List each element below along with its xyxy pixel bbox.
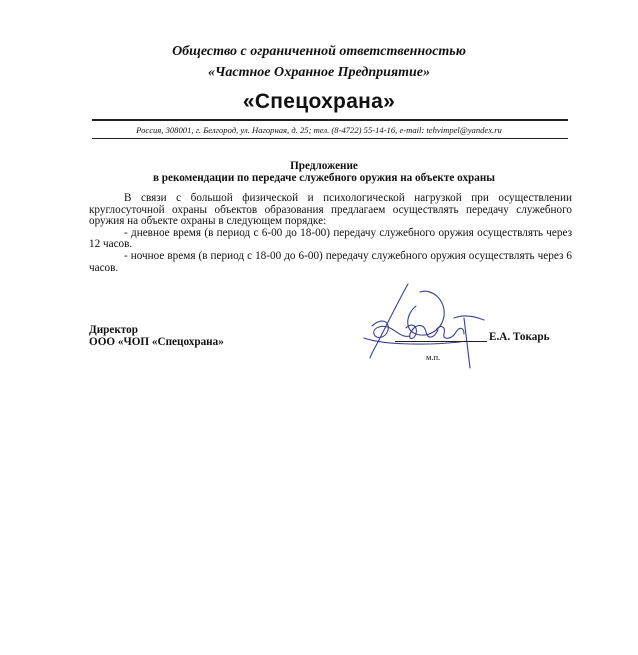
list-item-night: - ночное время (в период с 18-00 до 6-00) передачу служебного оружия осуществлять через 6 часов. bbox=[89, 249, 572, 274]
signer-name: Е.А. Токарь bbox=[489, 331, 550, 343]
document-body bbox=[89, 193, 572, 274]
letterhead-divider-thick bbox=[92, 119, 568, 121]
document-subheading: в рекомендации по передаче служебного оружия на объекте охраны bbox=[152, 172, 496, 184]
org-name-line2: «Частное Охранное Предприятие» bbox=[207, 65, 431, 80]
list-item-day: - дневное время (в период с 6-00 до 18-00) передачу служебного оружия осуществлять через 12 часов. bbox=[89, 226, 572, 251]
letterhead-address: Россия, 308001, г. Белгород, ул. Нагорная, д. 25; тел. (8-4722) 55-14-16, e-mail: tehvimpel@yandex.ru bbox=[136, 125, 502, 135]
stamp-place-mark: м.п. bbox=[426, 352, 441, 362]
body-paragraph: В связи с большой физической и психологической нагрузкой при осуществлении круглосуточной охраны объектов образования предлагаем осуществлять передачу служебного оружия на объекте охраны в следующем порядке: bbox=[89, 192, 572, 228]
org-name-line1: Общество с ограниченной ответственностью bbox=[172, 44, 466, 59]
document-heading: Предложение bbox=[290, 160, 358, 172]
company-name: «Спецохрана» bbox=[242, 90, 396, 113]
signer-title: Директор bbox=[89, 324, 138, 336]
signer-position bbox=[89, 324, 224, 348]
signer-organization: ООО «ЧОП «Спецохрана» bbox=[89, 336, 224, 348]
signature-line bbox=[395, 341, 487, 342]
letterhead-divider-thin bbox=[92, 138, 568, 139]
handwritten-signature bbox=[360, 278, 490, 370]
